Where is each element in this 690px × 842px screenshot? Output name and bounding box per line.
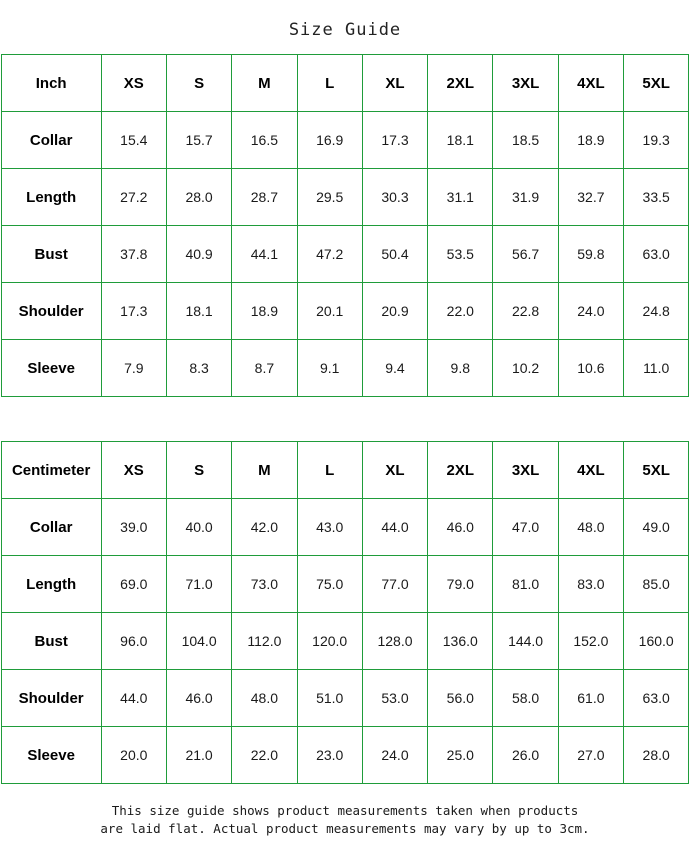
cell-value: 83.0: [558, 556, 623, 613]
cell-value: 9.8: [428, 340, 493, 397]
cell-value: 22.8: [493, 283, 558, 340]
cell-value: 31.9: [493, 169, 558, 226]
cell-value: 85.0: [624, 556, 689, 613]
table-row: [1, 556, 689, 613]
cell-value: 96.0: [101, 613, 166, 670]
row-label-shoulder: Shoulder: [1, 283, 101, 340]
cell-value: 136.0: [428, 613, 493, 670]
cell-value: 46.0: [166, 670, 231, 727]
size-header-xl: XL: [362, 442, 427, 499]
cell-value: 28.7: [232, 169, 297, 226]
size-header-2xl: 2XL: [428, 442, 493, 499]
cell-value: 16.9: [297, 112, 362, 169]
cell-value: 46.0: [428, 499, 493, 556]
cell-value: 56.7: [493, 226, 558, 283]
cell-value: 37.8: [101, 226, 166, 283]
cell-value: 15.4: [101, 112, 166, 169]
cell-value: 120.0: [297, 613, 362, 670]
cell-value: 33.5: [624, 169, 689, 226]
cell-value: 50.4: [362, 226, 427, 283]
cell-value: 22.0: [232, 727, 297, 784]
cell-value: 28.0: [624, 727, 689, 784]
table-header-row: [1, 55, 689, 112]
cell-value: 10.6: [558, 340, 623, 397]
footnote-line-1: This size guide shows product measurements taken when products: [111, 803, 579, 818]
cell-value: 24.0: [362, 727, 427, 784]
cell-value: 29.5: [297, 169, 362, 226]
size-header-2xl: 2XL: [428, 55, 493, 112]
cell-value: 144.0: [493, 613, 558, 670]
cell-value: 17.3: [101, 283, 166, 340]
size-header-5xl: 5XL: [624, 442, 689, 499]
cell-value: 104.0: [166, 613, 231, 670]
cell-value: 18.9: [558, 112, 623, 169]
cell-value: 47.2: [297, 226, 362, 283]
cell-value: 17.3: [362, 112, 427, 169]
cell-value: 51.0: [297, 670, 362, 727]
cell-value: 27.0: [558, 727, 623, 784]
table-header-row: [1, 442, 689, 499]
table-divider-space: [0, 397, 690, 441]
cell-value: 128.0: [362, 613, 427, 670]
cell-value: 18.5: [493, 112, 558, 169]
size-header-3xl: 3XL: [493, 55, 558, 112]
row-label-length: Length: [1, 169, 101, 226]
cell-value: 79.0: [428, 556, 493, 613]
table-row: [1, 112, 689, 169]
cell-value: 39.0: [101, 499, 166, 556]
row-label-shoulder: Shoulder: [1, 670, 101, 727]
cell-value: 44.0: [101, 670, 166, 727]
cell-value: 152.0: [558, 613, 623, 670]
cell-value: 20.1: [297, 283, 362, 340]
cell-value: 25.0: [428, 727, 493, 784]
cell-value: 59.8: [558, 226, 623, 283]
size-header-4xl: 4XL: [558, 55, 623, 112]
cell-value: 9.4: [362, 340, 427, 397]
cell-value: 53.5: [428, 226, 493, 283]
cell-value: 48.0: [558, 499, 623, 556]
cell-value: 40.9: [166, 226, 231, 283]
cell-value: 7.9: [101, 340, 166, 397]
cell-value: 44.0: [362, 499, 427, 556]
row-label-bust: Bust: [1, 226, 101, 283]
page-title: Size Guide: [288, 20, 402, 40]
row-label-length: Length: [1, 556, 101, 613]
table-row: [1, 283, 689, 340]
cell-value: 32.7: [558, 169, 623, 226]
size-header-l: L: [297, 442, 362, 499]
cell-value: 8.7: [232, 340, 297, 397]
size-table-inch: [1, 54, 690, 397]
cell-value: 81.0: [493, 556, 558, 613]
cell-value: 75.0: [297, 556, 362, 613]
cell-value: 63.0: [624, 670, 689, 727]
cell-value: 18.1: [428, 112, 493, 169]
cell-value: 24.0: [558, 283, 623, 340]
cell-value: 56.0: [428, 670, 493, 727]
cell-value: 24.8: [624, 283, 689, 340]
cell-value: 160.0: [624, 613, 689, 670]
size-header-xs: XS: [101, 442, 166, 499]
cell-value: 44.1: [232, 226, 297, 283]
cell-value: 53.0: [362, 670, 427, 727]
table-row: [1, 670, 689, 727]
cell-value: 30.3: [362, 169, 427, 226]
cell-value: 9.1: [297, 340, 362, 397]
size-header-l: L: [297, 55, 362, 112]
table-row: [1, 613, 689, 670]
cell-value: 48.0: [232, 670, 297, 727]
footnote: [0, 784, 690, 838]
cell-value: 71.0: [166, 556, 231, 613]
size-header-m: M: [232, 55, 297, 112]
cell-value: 22.0: [428, 283, 493, 340]
size-header-3xl: 3XL: [493, 442, 558, 499]
row-label-collar: Collar: [1, 499, 101, 556]
size-header-m: M: [232, 442, 297, 499]
cell-value: 20.0: [101, 727, 166, 784]
cell-value: 69.0: [101, 556, 166, 613]
table-row: [1, 340, 689, 397]
cell-value: 20.9: [362, 283, 427, 340]
cell-value: 77.0: [362, 556, 427, 613]
unit-label-centimeter: Centimeter: [1, 442, 101, 499]
table-row: [1, 499, 689, 556]
size-header-s: S: [166, 442, 231, 499]
cell-value: 28.0: [166, 169, 231, 226]
cell-value: 43.0: [297, 499, 362, 556]
cell-value: 18.1: [166, 283, 231, 340]
cell-value: 8.3: [166, 340, 231, 397]
row-label-sleeve: Sleeve: [1, 340, 101, 397]
table-row: [1, 727, 689, 784]
cell-value: 16.5: [232, 112, 297, 169]
cell-value: 10.2: [493, 340, 558, 397]
cell-value: 58.0: [493, 670, 558, 727]
footnote-line-2: are laid flat. Actual product measurements may vary by up to 3cm.: [100, 821, 590, 836]
cell-value: 27.2: [101, 169, 166, 226]
cell-value: 47.0: [493, 499, 558, 556]
row-label-collar: Collar: [1, 112, 101, 169]
size-header-s: S: [166, 55, 231, 112]
size-table-centimeter: [1, 441, 690, 784]
cell-value: 15.7: [166, 112, 231, 169]
size-header-4xl: 4XL: [558, 442, 623, 499]
row-label-bust: Bust: [1, 613, 101, 670]
cell-value: 26.0: [493, 727, 558, 784]
row-label-sleeve: Sleeve: [1, 727, 101, 784]
table-row: [1, 226, 689, 283]
cell-value: 49.0: [624, 499, 689, 556]
cell-value: 21.0: [166, 727, 231, 784]
cell-value: 63.0: [624, 226, 689, 283]
cell-value: 11.0: [624, 340, 689, 397]
cell-value: 23.0: [297, 727, 362, 784]
size-header-xs: XS: [101, 55, 166, 112]
cell-value: 31.1: [428, 169, 493, 226]
cell-value: 112.0: [232, 613, 297, 670]
cell-value: 18.9: [232, 283, 297, 340]
table-row: [1, 169, 689, 226]
cell-value: 19.3: [624, 112, 689, 169]
size-header-xl: XL: [362, 55, 427, 112]
unit-label-inch: Inch: [1, 55, 101, 112]
size-header-5xl: 5XL: [624, 55, 689, 112]
cell-value: 40.0: [166, 499, 231, 556]
cell-value: 61.0: [558, 670, 623, 727]
cell-value: 42.0: [232, 499, 297, 556]
cell-value: 73.0: [232, 556, 297, 613]
